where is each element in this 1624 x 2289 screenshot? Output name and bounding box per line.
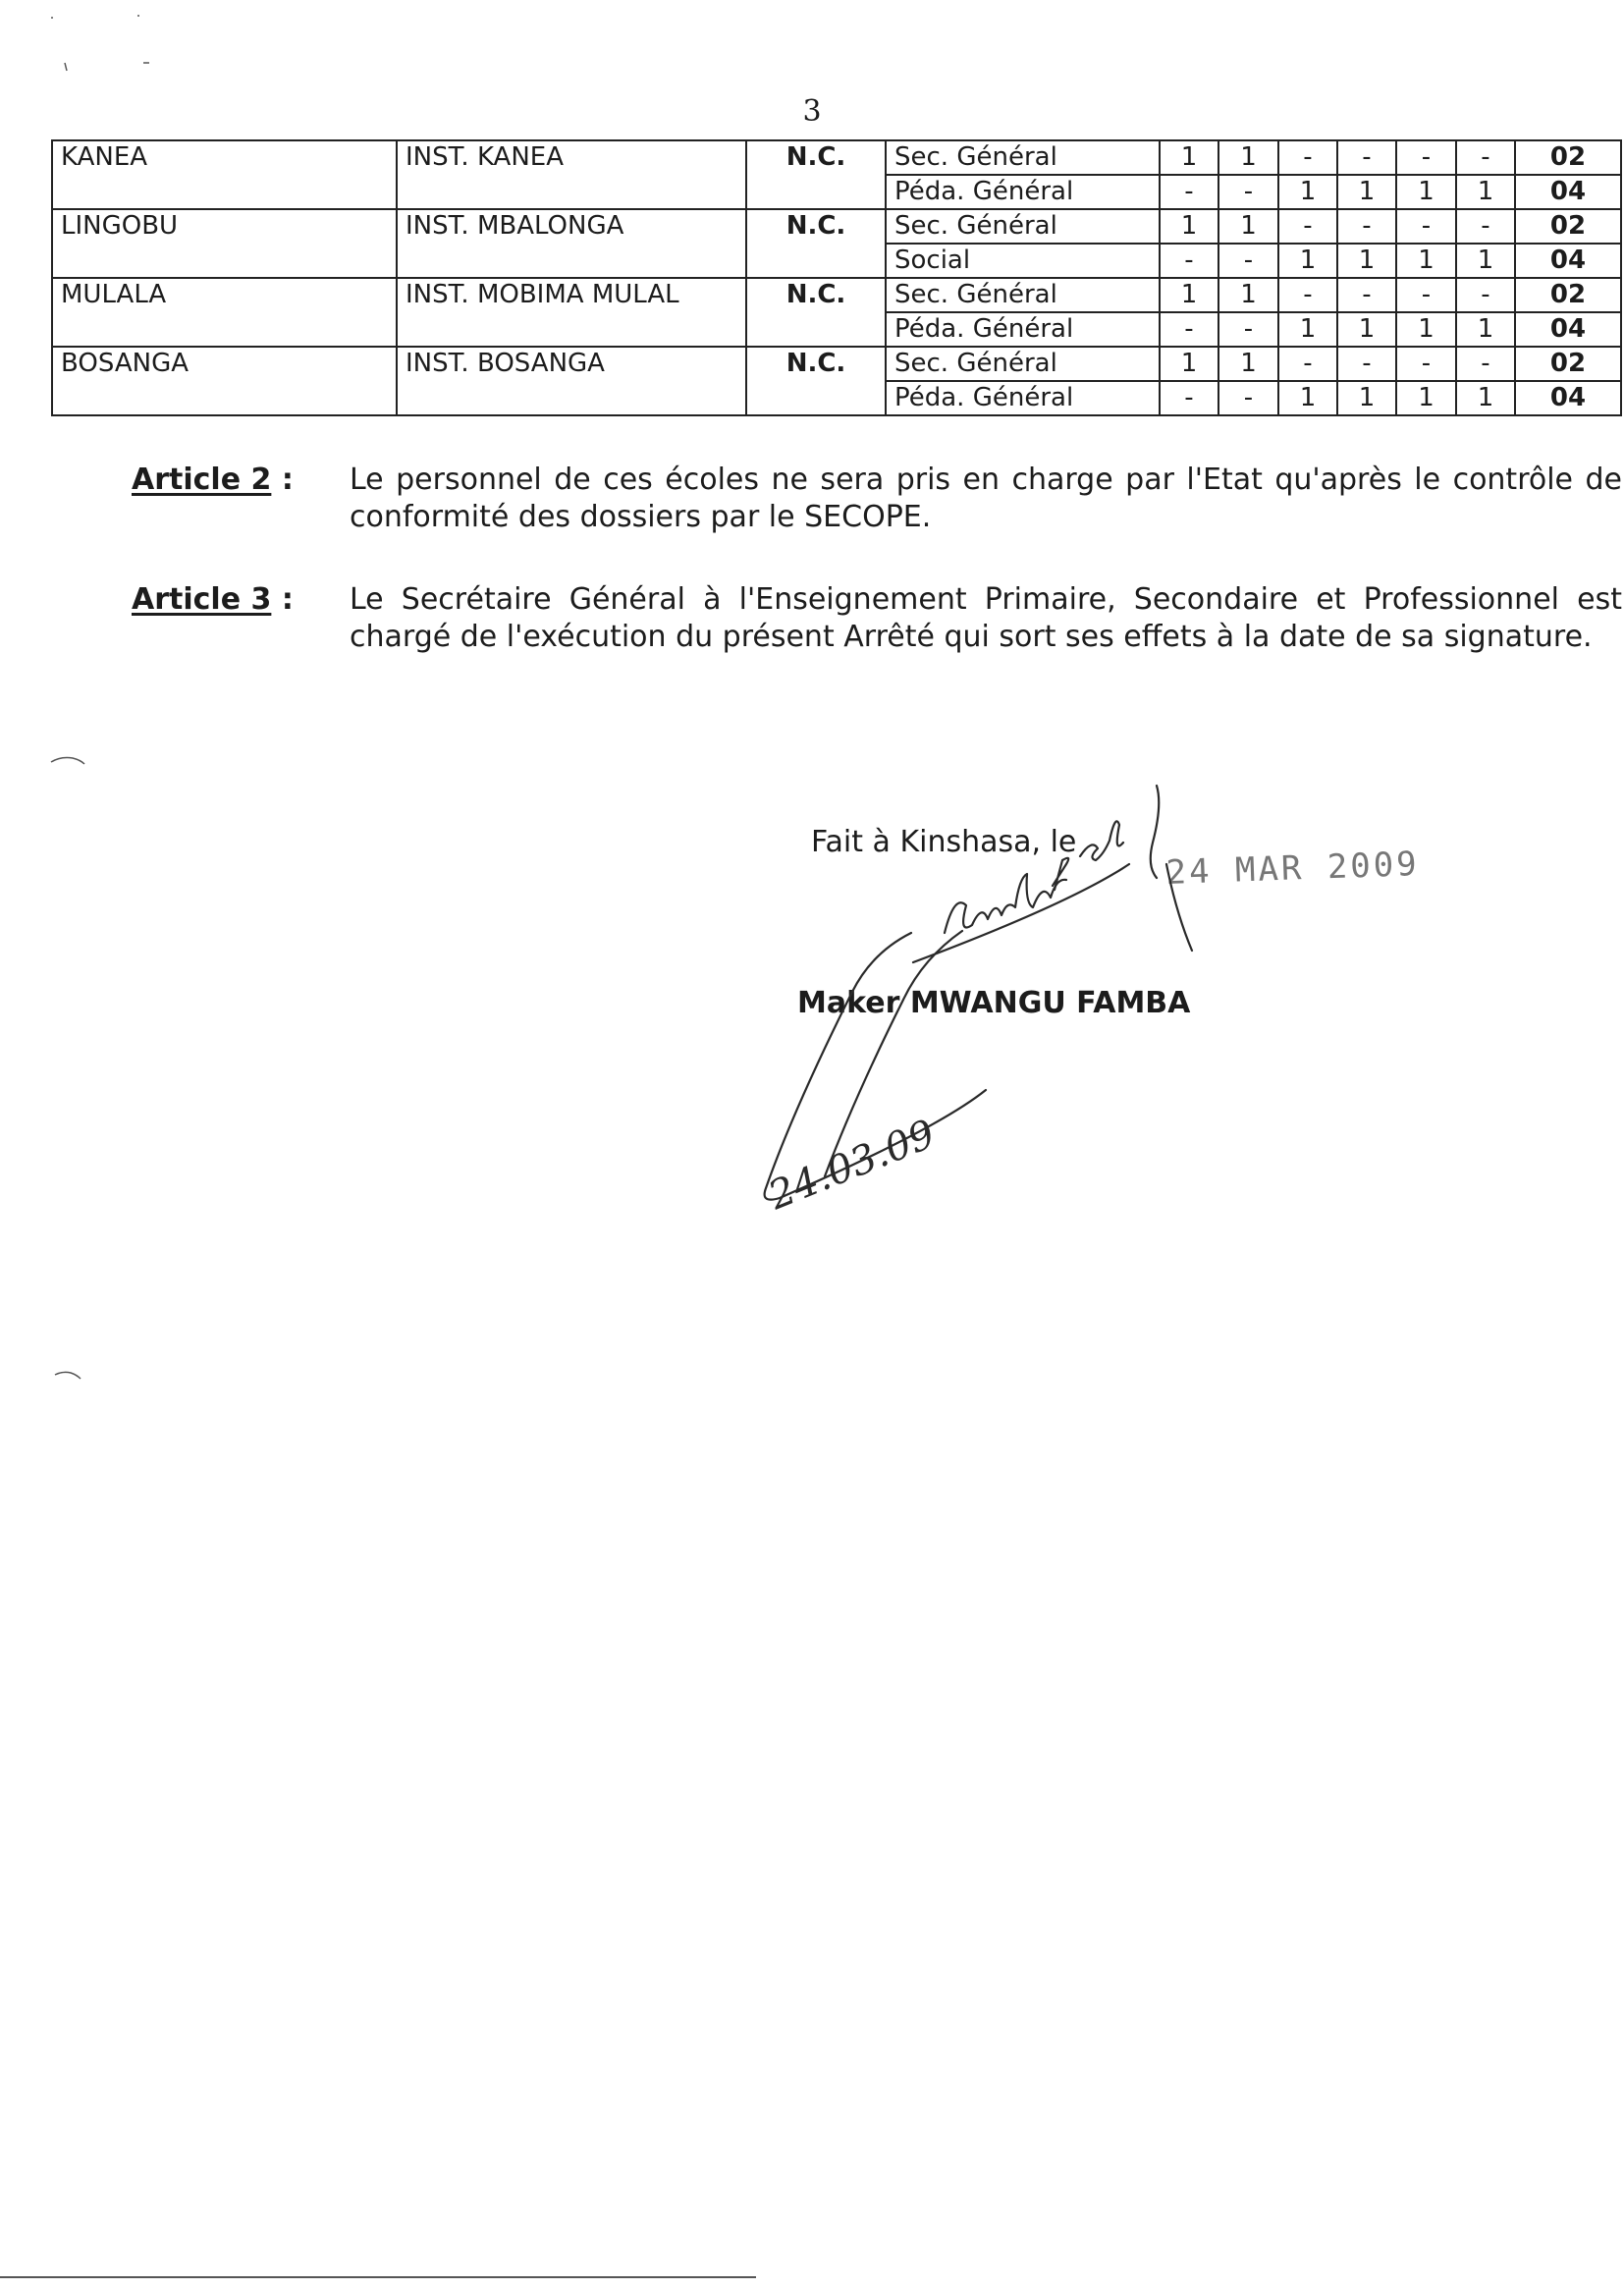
count-cell: - [1218, 312, 1278, 347]
count-cell: - [1456, 347, 1515, 381]
count-cell: - [1218, 381, 1278, 415]
footer-rule [0, 2276, 756, 2278]
count-cell: - [1456, 209, 1515, 244]
article-3-text: Le Secrétaire Général à l'Enseignement Primaire, Secondaire et Professionnel est chargé de l'exécution du présent Arrêté qui sort ses effets à la date de sa signature. [350, 582, 1622, 654]
count-cell: - [1278, 278, 1337, 312]
locality-cell: MULALA [52, 278, 397, 347]
total-cell: 02 [1515, 278, 1621, 312]
count-cell: 1 [1160, 347, 1218, 381]
count-cell: - [1396, 140, 1456, 175]
place-date: Fait à Kinshasa, le [811, 825, 1077, 859]
count-cell: - [1396, 278, 1456, 312]
page-number: 3 [802, 94, 822, 129]
total-cell: 04 [1515, 312, 1621, 347]
table-row [52, 209, 1621, 244]
count-cell: 1 [1218, 209, 1278, 244]
count-cell: 1 [1278, 312, 1337, 347]
school-cell: INST. MOBIMA MULAL [397, 278, 746, 347]
count-cell: - [1456, 140, 1515, 175]
count-cell: - [1396, 347, 1456, 381]
table-row [52, 347, 1621, 381]
school-cell: INST. KANEA [397, 140, 746, 209]
status-cell: N.C. [746, 209, 886, 278]
count-cell: 1 [1218, 347, 1278, 381]
article-2-label-suffix: : [271, 463, 294, 497]
handwritten-date: 24.03.09 [762, 1111, 942, 1220]
table-row [52, 278, 1621, 312]
count-cell: 1 [1456, 312, 1515, 347]
total-cell: 04 [1515, 381, 1621, 415]
count-cell: 1 [1218, 140, 1278, 175]
count-cell: 1 [1218, 278, 1278, 312]
date-stamp: 24 MAR 2009 [1164, 845, 1421, 893]
status-cell: N.C. [746, 140, 886, 209]
count-cell: - [1160, 381, 1218, 415]
count-cell: 1 [1160, 278, 1218, 312]
article-3-label-suffix: : [271, 582, 294, 617]
locality-cell: KANEA [52, 140, 397, 209]
count-cell: - [1160, 244, 1218, 278]
count-cell: - [1337, 209, 1396, 244]
locality-cell: BOSANGA [52, 347, 397, 415]
count-cell: - [1160, 175, 1218, 209]
status-cell: N.C. [746, 347, 886, 415]
total-cell: 04 [1515, 244, 1621, 278]
schools-table [51, 139, 1622, 416]
school-cell: INST. MBALONGA [397, 209, 746, 278]
option-cell: Sec. Général [886, 140, 1160, 175]
count-cell: 1 [1337, 381, 1396, 415]
count-cell: - [1337, 278, 1396, 312]
option-cell: Péda. Général [886, 312, 1160, 347]
count-cell: 1 [1337, 175, 1396, 209]
option-cell: Social [886, 244, 1160, 278]
total-cell: 02 [1515, 140, 1621, 175]
count-cell: 1 [1160, 209, 1218, 244]
count-cell: - [1337, 347, 1396, 381]
article-2-text: Le personnel de ces écoles ne sera pris en charge par l'Etat qu'après le contrôle de conformité des dossiers par le SECOPE. [350, 463, 1622, 534]
count-cell: 1 [1337, 312, 1396, 347]
option-cell: Sec. Général [886, 278, 1160, 312]
count-cell: - [1337, 140, 1396, 175]
option-cell: Sec. Général [886, 347, 1160, 381]
total-cell: 02 [1515, 347, 1621, 381]
schools-table-body [52, 140, 1621, 415]
option-cell: Péda. Général [886, 381, 1160, 415]
count-cell: 1 [1337, 244, 1396, 278]
count-cell: 1 [1278, 175, 1337, 209]
total-cell: 04 [1515, 175, 1621, 209]
count-cell: 1 [1456, 381, 1515, 415]
option-cell: Péda. Général [886, 175, 1160, 209]
count-cell: - [1218, 244, 1278, 278]
count-cell: 1 [1456, 175, 1515, 209]
count-cell: 1 [1160, 140, 1218, 175]
locality-cell: LINGOBU [52, 209, 397, 278]
school-cell: INST. BOSANGA [397, 347, 746, 415]
count-cell: - [1278, 140, 1337, 175]
status-cell: N.C. [746, 278, 886, 347]
count-cell: 1 [1396, 381, 1456, 415]
count-cell: 1 [1278, 244, 1337, 278]
article-2-label [132, 462, 294, 499]
count-cell: - [1160, 312, 1218, 347]
count-cell: 1 [1278, 381, 1337, 415]
count-cell: 1 [1396, 312, 1456, 347]
count-cell: - [1456, 278, 1515, 312]
count-cell: 1 [1396, 244, 1456, 278]
article-3-label [132, 581, 294, 619]
count-cell: - [1278, 347, 1337, 381]
signatory-name: Maker MWANGU FAMBA [797, 986, 1191, 1020]
total-cell: 02 [1515, 209, 1621, 244]
count-cell: 1 [1396, 175, 1456, 209]
count-cell: 1 [1456, 244, 1515, 278]
count-cell: - [1218, 175, 1278, 209]
article-2-label-word: Article 2 [132, 463, 272, 497]
count-cell: - [1278, 209, 1337, 244]
option-cell: Sec. Général [886, 209, 1160, 244]
table-row [52, 140, 1621, 175]
article-3-label-word: Article 3 [132, 582, 272, 617]
count-cell: - [1396, 209, 1456, 244]
